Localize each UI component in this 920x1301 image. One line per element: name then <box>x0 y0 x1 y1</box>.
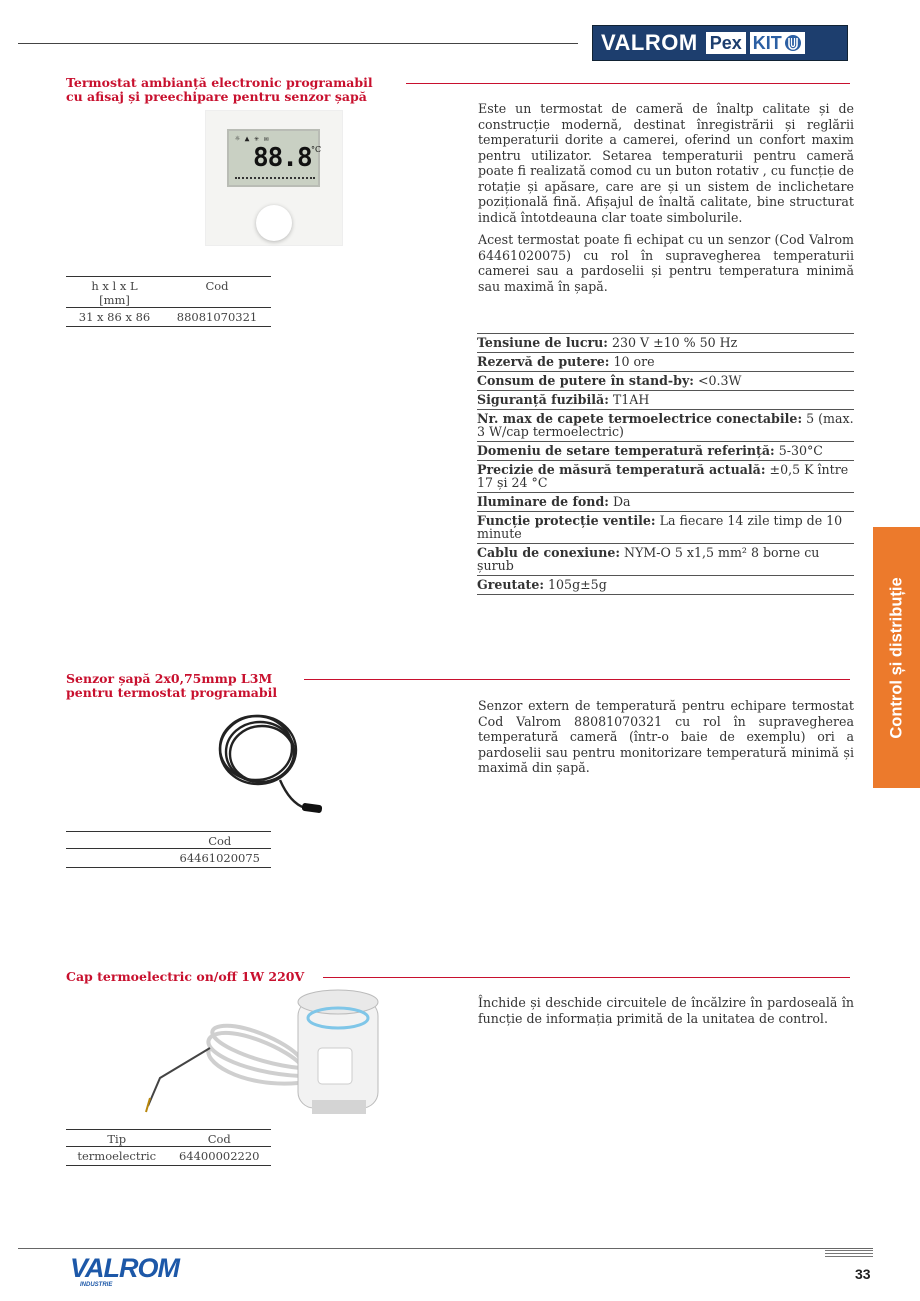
table-header-type: Tip <box>107 1132 127 1146</box>
spec-row: Funcție protecție ventile: La fiecare 14 zile timp de 10 minute <box>477 511 854 543</box>
spec-row: Rezervă de putere: 10 ore <box>477 352 854 371</box>
thermostat-image <box>205 110 343 246</box>
table-header-code: Cod <box>208 834 232 848</box>
section-side-tab: Control și distribuție <box>873 527 920 788</box>
thermostat-knob <box>256 205 292 241</box>
table-cell-dims: 31 x 86 x 86 <box>78 310 151 324</box>
kit-pipe-icon <box>784 34 802 52</box>
table-cell-code: 88081070321 <box>176 310 258 324</box>
sensor-cable-image <box>210 708 330 823</box>
footer-lines <box>825 1250 873 1259</box>
product3-table <box>66 1129 271 1166</box>
spec-row: Nr. max de capete termoelectrice conectabile: 5 (max. 3 W/cap termoelectric) <box>477 411 854 439</box>
table-header-code: Cod <box>207 1132 231 1146</box>
product3-title-rule <box>323 977 850 978</box>
footer-rule <box>18 1248 873 1249</box>
brand-kit: KIT <box>750 32 805 54</box>
product1-title-rule <box>406 83 850 84</box>
product1-description: Este un termostat de cameră de înaltp calitate și de construcție modernă, destinat înregistrării și reglării temperaturii dorite a camerei, oferind un confort maxim pentru utilizator. Setarea temperaturii pentru cameră poate fi realizată comod cu un buton rotativ , cu funcție de rotație și apăsare, care are și un sistem de inclichetare pozițională fină. Afișajul de înaltă calitate, bine structurat indică întotdeauna clar toate simbolurile. Acest termostat poate fi echipat cu un senzor (Cod Valrom 64461020075) cu rol în supravegherea temperaturii camerei sau a pardoselii și pentru temperatura minimă sau maximă în șapă. <box>478 101 854 294</box>
product2-table <box>66 831 271 868</box>
spec-row: Tensiune de lucru: 230 V ±10 % 50 Hz <box>477 333 854 352</box>
product1-title: Termostat ambianță electronic programabil cu afisaj și preechipare pentru senzor șapă <box>66 75 373 104</box>
spec-row: Siguranță fuzibilă: T1AH <box>477 390 854 409</box>
thermostat-lcd: ☼ ▲ ✳ ✉ 88.8 °C <box>227 129 320 187</box>
thermoelectric-head-image <box>140 988 385 1123</box>
table-cell-code: 64461020075 <box>179 851 260 865</box>
spec-row: Domeniu de setare temperatură referință: 5-30°C <box>477 441 854 460</box>
header-rule <box>18 43 578 44</box>
brand-pex: Pex <box>706 32 746 54</box>
product1-specs <box>477 333 854 595</box>
table-header-code: Cod <box>205 279 229 293</box>
spec-row: Greutate: 105g±5g <box>477 575 854 595</box>
valrom-pexkit-logo <box>592 25 848 61</box>
product2-description: Senzor extern de temperatură pentru echipare termostat Cod Valrom 88081070321 cu rol în supravegherea temperatură cameră (într-o baie de exemplu) ori a pardoselii sau pentru monitorizare temperatură minimă și maximă din șapă. <box>478 698 854 775</box>
brand-name: VALROM <box>601 30 698 55</box>
table-cell-code: 64400002220 <box>178 1149 260 1163</box>
page-number: 33 <box>855 1266 871 1282</box>
valrom-industrie-logo: VALROM INDUSTRIE <box>70 1253 179 1288</box>
table-cell-type: termoelectric <box>77 1149 157 1163</box>
product2-title-rule <box>304 679 850 680</box>
product3-description: Închide și deschide circuitele de încălzire în pardoseală în funcție de informația primită de la unitatea de control. <box>478 995 854 1026</box>
spec-row: Consum de putere în stand-by: <0.3W <box>477 371 854 390</box>
product3-title: Cap termoelectric on/off 1W 220V <box>66 969 305 984</box>
product1-table <box>66 276 271 327</box>
product2-title: Senzor șapă 2x0,75mmp L3M pentru termostat programabil <box>66 671 278 700</box>
table-header-dims: h x l x L [mm] <box>91 279 138 307</box>
spec-row: Cablu de conexiune: NYM-O 5 x1,5 mm² 8 borne cu șurub <box>477 543 854 575</box>
spec-row: Precizie de măsură temperatură actuală: ±0,5 K între 17 și 24 °C <box>477 460 854 492</box>
spec-row: Iluminare de fond: Da <box>477 492 854 511</box>
